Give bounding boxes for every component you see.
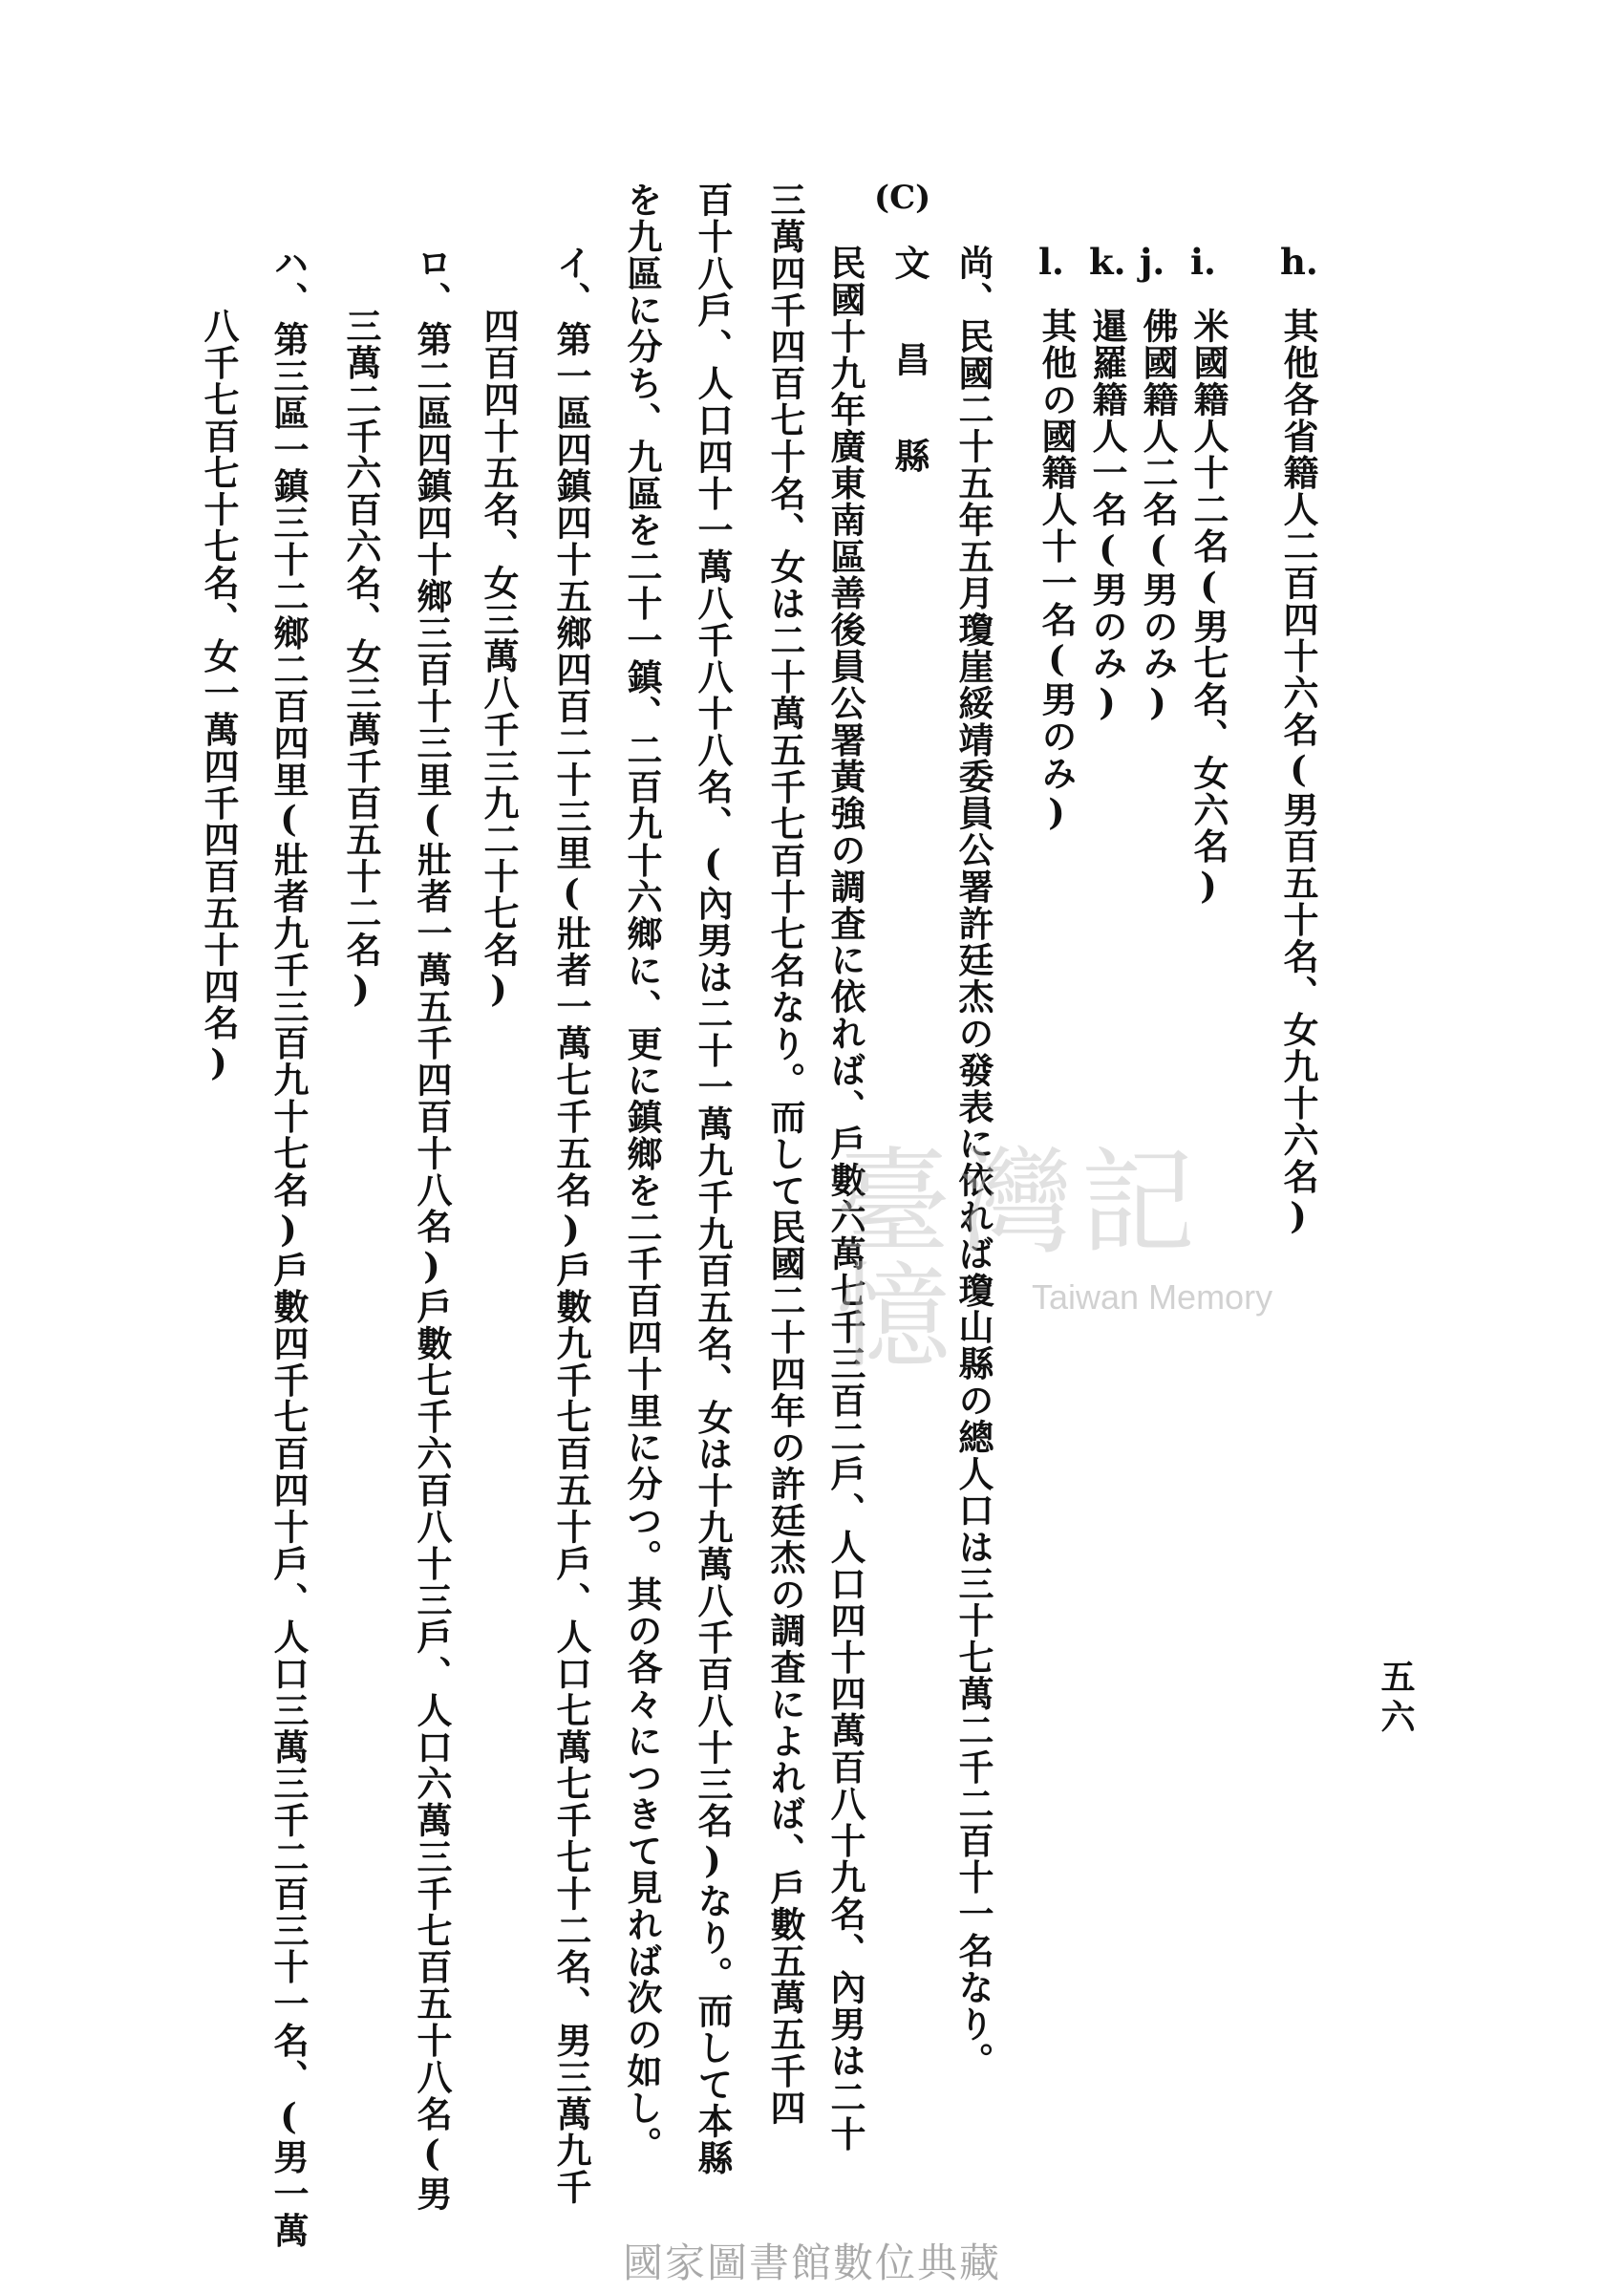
watermark-title: 臺灣記憶 (836, 1137, 1203, 1384)
district-1-line-1: 第一區四鎮四十五鄉四百二十三里(壯者一萬七千五名)戶數九千七百五十戶、人口七萬七千七十二名、男三萬九千 (550, 321, 592, 2206)
district-2-line-1: 第二區四鎮四十鄉三百十三里(壯者一萬五千四百十八名)戶數七千六百八十三戶、人口六萬三千七百五十八名(男 (411, 321, 453, 2213)
page-number: 五六 (1376, 1659, 1416, 1739)
district-1-line-2: 四百四十五名、女三萬八千三九二十七名) (478, 308, 520, 1012)
paragraph-line-1: 民國十九年廣東南區善後員公署黃強の調査に依れば、戶數六萬七千三百二戶、人口四十四萬百八十九名、內男は二十 (824, 245, 866, 2153)
item-l-marker: l. (1038, 241, 1064, 283)
item-j-text: 佛國籍人二名(男のみ) (1137, 308, 1179, 725)
paragraph-line-3: 百十八戶、人口四十一萬八千八十八名、(內男は二十一萬九千九百五名、女は十九萬八千百八十三名)なり。而して本縣 (692, 182, 734, 2176)
summary-line: 尚、民國二十五年五月瓊崖綏靖委員公署許廷杰の發表に依れば瓊山縣の總人口は三十七萬二千二百十一名なり。 (952, 245, 994, 2079)
section-marker: (C) (874, 179, 931, 217)
district-1-marker: イ、 (550, 245, 592, 318)
item-h-text: 其他各省籍人二百四十六名(男百五十名、女九十六名) (1277, 308, 1319, 1238)
footer-collection-label: 國家圖書館數位典藏 (622, 2239, 1001, 2286)
paragraph-line-4: を九區に分ち、九區を二十一鎮、二百九十六鄉に、更に鎮鄉を二千百四十里に分つ。其の各々につきて見れば次の如し。 (621, 182, 663, 2163)
district-3-line-1: 第三區一鎮三十二鄉二百四里(壯者九千三百九十七名)戶數四千七百四十戶、人口三萬三千二百三十一名、(男一萬 (267, 321, 310, 2249)
item-h-marker: h. (1280, 241, 1318, 283)
district-2-line-2: 三萬二千六百六名、女三萬千百五十二名) (340, 308, 382, 1012)
section-heading: 文 昌 縣 (888, 245, 930, 482)
item-i-marker: i. (1190, 241, 1216, 283)
item-k-marker: k. (1089, 241, 1126, 283)
item-i-text: 米國籍人十二名(男七名、女六名) (1187, 308, 1229, 909)
watermark (836, 1137, 1294, 1384)
item-k-text: 暹羅籍人一名(男のみ) (1086, 308, 1128, 725)
paragraph-line-2: 三萬四千四百七十名、女は二十萬五千七百十七名なり。而して民國二十四年の許廷杰の調査によれば、戶數五萬五千四 (764, 182, 806, 2127)
district-3-marker: ハ、 (267, 245, 310, 318)
item-l-text: 其他の國籍人十一名(男のみ) (1036, 308, 1078, 835)
item-j-marker: j. (1140, 241, 1165, 283)
district-3-line-2: 八千七百七十七名、女一萬四千四百五十四名) (198, 308, 240, 1085)
watermark-subtitle: Taiwan Memory (1032, 1277, 1273, 1317)
district-2-marker: ロ、 (411, 245, 453, 318)
